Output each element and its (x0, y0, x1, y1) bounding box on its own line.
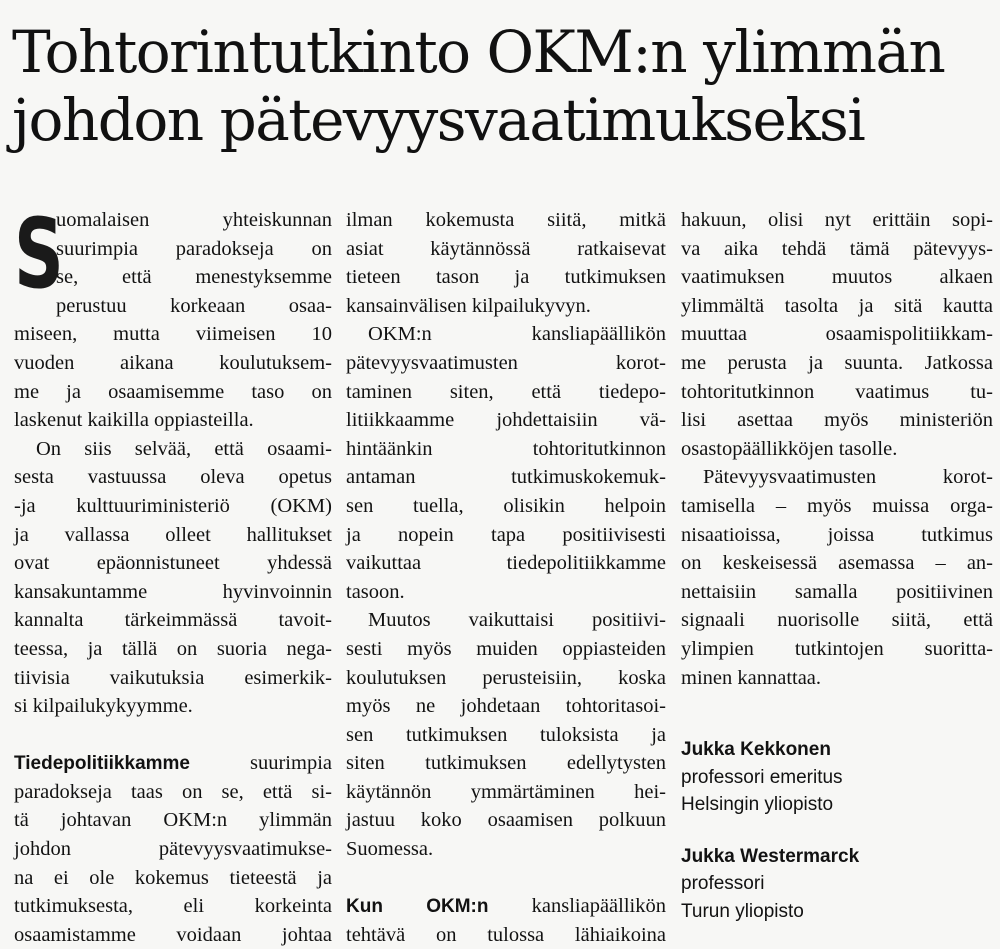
text-line: siten tutkimuksen edellytysten (346, 752, 666, 775)
text-line: osaamistamme voidaan johtaa (14, 923, 332, 946)
paragraph-1 (14, 198, 332, 435)
author-affiliation: Turun yliopisto (681, 900, 804, 922)
text-line: se, että menestyksemme (56, 266, 332, 289)
text-line: johdon pätevyysvaatimukse- (14, 838, 332, 861)
paragraph-3 (14, 749, 332, 949)
paragraph-continued (681, 206, 993, 463)
text-line: minen kannattaa. (681, 666, 822, 689)
text-line: laskenut kaikilla oppiasteilla. (14, 409, 254, 432)
paragraph-5 (346, 606, 666, 863)
text-line: sesta vastuussa oleva opetus (14, 466, 332, 489)
lead-in-rest: kansliapäällikön (488, 895, 666, 918)
text-line: va aika tehdä tämä pätevyys- (681, 237, 993, 260)
author-name: Jukka Kekkonen (681, 739, 831, 761)
text-line: osastopäällikköjen tasolle. (681, 437, 898, 460)
text-line: kansakuntamme hyvinvoinnin (14, 580, 332, 603)
text-line: ja vallassa olleet hallitukset (14, 523, 332, 546)
signature-1 (681, 736, 993, 819)
headline (12, 18, 992, 154)
text-line: ylimmältä tasolta ja sitä kautta (681, 294, 993, 317)
headline-line-2: johdon pätevyysvaatimukseksi (12, 86, 865, 154)
text-line: vaatimuksen muutos alkaen (681, 266, 993, 289)
lead-in-bold: Kun OKM:n (346, 896, 489, 918)
article-column-2 (346, 206, 666, 949)
text-line: nisaatioissa, joissa tutkimus (681, 523, 993, 546)
text-line: ilman kokemusta siitä, mitkä (346, 209, 666, 231)
text-line: me ja osaamisemme taso on (14, 380, 332, 403)
paragraph-2 (14, 435, 332, 721)
text-line: koulutuksen perusteisiin, koska (346, 666, 666, 689)
lead-in-bold: Tiedepolitiikkamme (14, 753, 190, 775)
text-line: ovat epäonnistuneet yhdessä (14, 552, 332, 575)
author-title: professori (681, 873, 765, 895)
article-column-1 (14, 198, 332, 949)
text-line (14, 749, 332, 778)
text-line: OKM:n kansliapäällikön (368, 323, 666, 346)
text-line: pätevyysvaatimusten korot- (346, 351, 666, 374)
lead-in-rest: suurimpia (190, 752, 332, 775)
text-line: tehtävä on tulossa lähiaikoina (346, 923, 666, 946)
text-line: taminen siten, että tiedepo- (346, 380, 666, 403)
headline-line-1: Tohtorintutkinto OKM:n ylimmän (12, 18, 945, 86)
text-line: uomalaisen yhteiskunnan (56, 209, 332, 231)
text-line: vaikuttaa tiedepolitiikkamme (346, 552, 666, 575)
text-line: si kilpailukykyymme. (14, 695, 193, 718)
text-line: nettaisiin samalla positiivinen (681, 580, 993, 603)
author-name: Jukka Westermarck (681, 845, 860, 867)
text-line: myös ne johdetaan tohtoritasoi- (346, 695, 666, 718)
text-line: -ja kulttuuriministeriö (OKM) (14, 494, 332, 517)
paragraph-4 (346, 320, 666, 606)
text-line: na ei ole kokemus tieteestä ja (14, 866, 332, 889)
text-line: me perusta ja suunta. Jatkossa (681, 351, 993, 374)
text-line: jastuu koko osaamisen polkuun (346, 809, 666, 832)
text-line: on keskeisessä asemassa – an- (681, 552, 993, 575)
text-line: tä johtavan OKM:n ylimmän (14, 809, 332, 832)
text-line: paradokseja taas on se, että si- (14, 780, 332, 803)
text-line: tasoon. (346, 580, 405, 603)
text-line: teessa, ja tällä on suoria nega- (14, 637, 332, 660)
text-line: hakuun, olisi nyt erittäin sopi- (681, 209, 993, 231)
text-line: miseen, mutta viimeisen 10 (14, 323, 332, 346)
paragraph-continued (346, 206, 666, 320)
text-line: suurimpia paradokseja on (56, 237, 332, 260)
text-line: vuoden aikana koulutuksem- (14, 351, 332, 374)
text-line: ja nopein tapa positiivisesti (346, 523, 666, 546)
text-line: signaali nuorisolle siitä, että (681, 609, 993, 632)
text-line: lisi asettaa myös ministeriön (681, 409, 993, 432)
text-line: käytännön ymmärtäminen hei- (346, 780, 666, 803)
text-line: tieteen tason ja tutkimuksen (346, 266, 666, 289)
text-line: kannalta tärkeimmässä tavoit- (14, 609, 332, 632)
drop-cap: S (14, 198, 64, 310)
text-line: perustuu korkeaan osaa- (56, 294, 332, 317)
author-affiliation: Helsingin yliopisto (681, 794, 834, 816)
text-line: Pätevyysvaatimusten korot- (703, 466, 993, 489)
text-line: Muutos vaikuttaisi positiivi- (368, 609, 666, 632)
text-line: muuttaa osaamispolitiikkam- (681, 323, 993, 346)
text-line: ylimpien tutkintojen suoritta- (681, 637, 993, 660)
text-line: sen tutkimuksen tuloksista ja (346, 723, 666, 746)
text-line: tutkimuksesta, eli korkeinta (14, 895, 332, 918)
text-line: litiikkaamme johdettaisiin vä- (346, 409, 666, 432)
text-line: hintäänkin tohtoritutkinnon (346, 437, 666, 460)
text-line: sen tuella, olisikin helpoin (346, 494, 666, 517)
paragraph-7 (681, 463, 993, 692)
text-line: Suomessa. (346, 838, 434, 861)
text-line: On siis selvää, että osaami- (36, 437, 332, 460)
text-line: tiivisia vaikutuksia esimerkik- (14, 666, 332, 689)
text-line: asiat käytännössä ratkaisevat (346, 237, 666, 260)
text-line: tamisella – myös muissa orga- (681, 494, 993, 517)
text-line: kansainvälisen kilpailukyvyn. (346, 294, 591, 317)
text-line: sesti myös muiden oppiasteiden (346, 637, 666, 660)
signature-2 (681, 843, 993, 926)
paragraph-6 (346, 892, 666, 949)
article-column-3 (681, 206, 993, 925)
author-title: professori emeritus (681, 766, 843, 788)
text-line (346, 892, 666, 921)
text-line: antaman tutkimuskokemuk- (346, 466, 666, 489)
text-line: tohtoritutkinnon vaatimus tu- (681, 380, 993, 403)
